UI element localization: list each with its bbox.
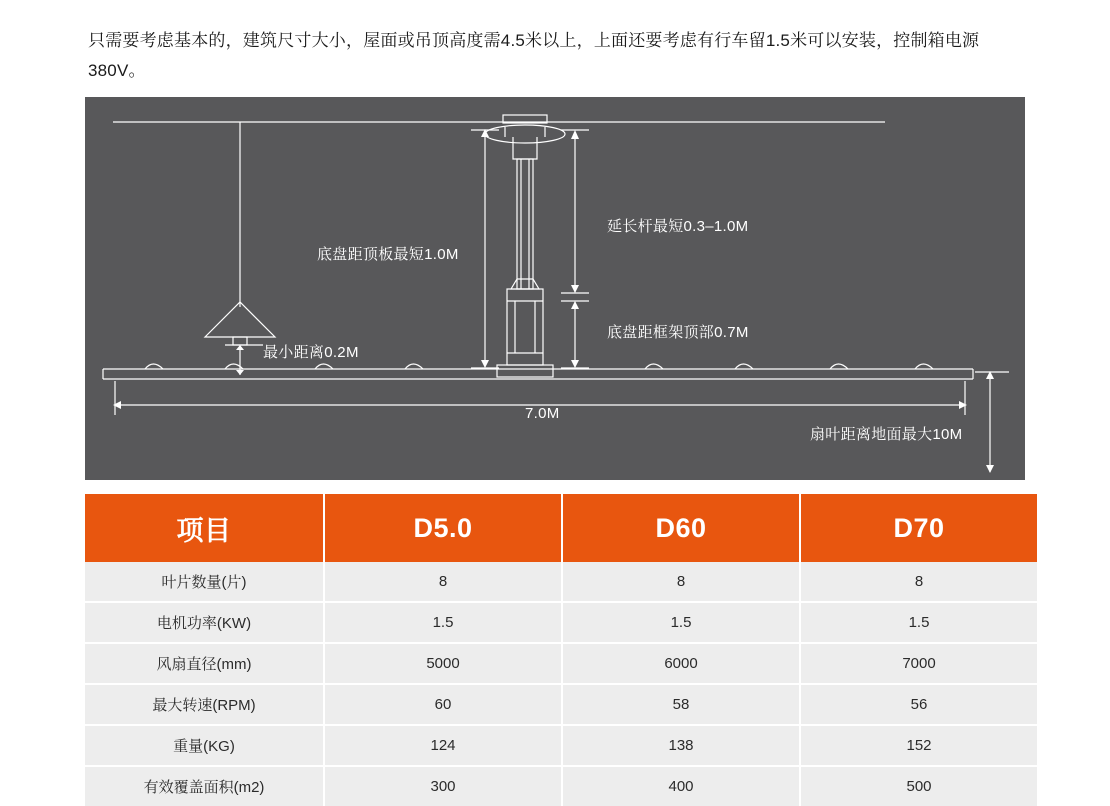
label-blade-to-ground: 扇叶距离地面最大10M xyxy=(810,426,963,443)
label-span: 7.0M xyxy=(525,405,560,422)
table-header-cell-d50: D5.0 xyxy=(324,494,562,562)
lamp-shade xyxy=(205,302,275,337)
table-row xyxy=(85,766,1037,806)
table-body xyxy=(85,562,1037,806)
row-label: 重量(KG) xyxy=(85,725,324,766)
blade-tip xyxy=(830,364,848,369)
blade-tip xyxy=(735,364,753,369)
blade-tip xyxy=(645,364,663,369)
row-value: 1.5 xyxy=(324,602,562,643)
row-value: 400 xyxy=(562,766,800,806)
row-value: 152 xyxy=(800,725,1037,766)
extension-rod xyxy=(517,159,533,289)
mount-cone xyxy=(485,125,565,143)
label-chassis-to-ceiling: 底盘距顶板最短1.0M xyxy=(317,246,459,263)
table-row xyxy=(85,562,1037,602)
table-header-cell-d70: D70 xyxy=(800,494,1037,562)
row-value: 138 xyxy=(562,725,800,766)
row-value: 7000 xyxy=(800,643,1037,684)
table-row xyxy=(85,643,1037,684)
row-label: 有效覆盖面积(m2) xyxy=(85,766,324,806)
label-min-distance: 最小距离0.2M xyxy=(263,344,359,361)
row-value: 8 xyxy=(800,562,1037,602)
installation-diagram xyxy=(85,97,1025,480)
row-value: 500 xyxy=(800,766,1037,806)
lamp-bulb xyxy=(233,337,247,345)
row-value: 1.5 xyxy=(562,602,800,643)
row-label: 最大转速(RPM) xyxy=(85,684,324,725)
fan-hub xyxy=(497,365,553,377)
row-label: 叶片数量(片) xyxy=(85,562,324,602)
row-value: 1.5 xyxy=(800,602,1037,643)
blade-tip xyxy=(915,364,933,369)
label-chassis-to-frame-top: 底盘距框架顶部0.7M xyxy=(607,324,749,341)
row-value: 60 xyxy=(324,684,562,725)
row-value: 56 xyxy=(800,684,1037,725)
blade-tip xyxy=(315,364,333,369)
row-label: 风扇直径(mm) xyxy=(85,643,324,684)
row-value: 8 xyxy=(562,562,800,602)
table-row xyxy=(85,684,1037,725)
table-header-cell-item: 项目 xyxy=(85,494,324,562)
intro-paragraph: 只需要考虑基本的，建筑尺寸大小，屋面或吊顶高度需4.5米以上，上面还要考虑有行车留1.5米可以安装，控制箱电源380V。 xyxy=(88,31,980,80)
table-header-cell-d60: D60 xyxy=(562,494,800,562)
blade-tip xyxy=(145,364,163,369)
row-value: 300 xyxy=(324,766,562,806)
row-label: 电机功率(KW) xyxy=(85,602,324,643)
table-row xyxy=(85,602,1037,643)
spec-table xyxy=(85,494,1037,806)
table-header xyxy=(85,494,1037,562)
row-value: 5000 xyxy=(324,643,562,684)
table-header-row xyxy=(85,494,1037,562)
row-value: 58 xyxy=(562,684,800,725)
mount-collar xyxy=(513,137,537,159)
blade-tip xyxy=(405,364,423,369)
label-extension-rod: 延长杆最短0.3–1.0M xyxy=(607,218,749,235)
row-value: 8 xyxy=(324,562,562,602)
row-value: 6000 xyxy=(562,643,800,684)
motor-top xyxy=(511,279,539,289)
row-value: 124 xyxy=(324,725,562,766)
table-row xyxy=(85,725,1037,766)
